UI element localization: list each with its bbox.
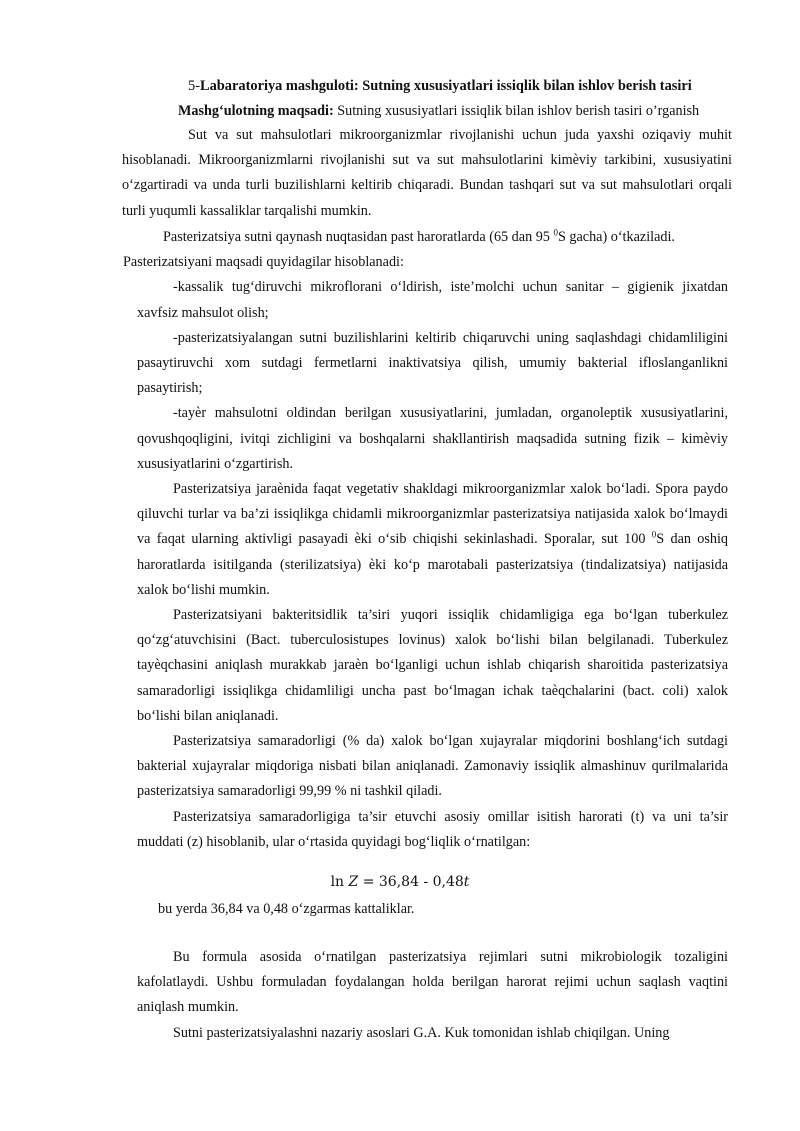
goal-item: -tayѐr mahsulotni oldindan berilgan xususiyatlarini, jumladan, organoleptik xususiyatlarini, qovushqoqligini, ivitqi zichligini va boshqalarni shakllantirish maqsadida sutning fizik – kimѐviy xususiyatlarini o‘zgartirish. (137, 405, 728, 472)
pasteurization-paragraph (127, 225, 728, 250)
formula (0, 870, 800, 895)
formula-ln: ln (330, 874, 349, 890)
closing-block (137, 945, 728, 1046)
lab-number: 5- (188, 78, 200, 94)
pasteurization-text-end: S gacha) o‘tkaziladi. (557, 229, 675, 245)
efficiency-paragraph: Pasterizatsiya samaradorligi (% da) xalok bo‘lgan xujayralar miqdorini boshlang‘ich sutdagi bakterial xujayralar miqdoriga nisbati bilan aniqlanadi. Zamonaviy issiqlik almashinuv qurilmalarida pasterizatsiya samaradorligi 99,99 % ni tashkil qiladi. (137, 733, 728, 800)
formula-z: Z (348, 874, 359, 890)
main-block (123, 225, 729, 855)
formula-rhs: = 36,84 - 0,48 (358, 874, 464, 890)
lesson-goal (178, 99, 699, 124)
spore-paragraph (137, 477, 728, 603)
spore-text: Pasterizatsiya jaraѐnida faqat vegetativ shakldagi mikroorganizmlar xalok bo‘ladi. Spora paydo qiluvchi turlar va ba’zi issiqlikga chidamli mikroorganizmlar pasterizatsiya natijasida xalok bo‘lmaydi va faqat ularning aktivligi pasayadi ѐki o‘sib chiqishi sekinlashadi. Sporalar, sut 100 (137, 481, 728, 548)
pasteurization-text: Pasterizatsiya sutni qaynash nuqtasidan past haroratlarda (65 dan 95 (163, 229, 554, 245)
degree-superscript: 0 (651, 529, 657, 540)
factors-paragraph: Pasterizatsiya samaradorligiga ta’sir etuvchi asosiy omillar isitish harorati (t) va uni ta’sir muddati (z) hisoblanib, ular o‘rtasida quyidagi bog‘liqlik o‘rnatilgan: (137, 808, 728, 850)
pasteurization-goals-intro: Pasterizatsiyani maqsadi quyidagilar hisoblanadi: (123, 254, 404, 271)
page-title (188, 74, 748, 99)
goal-label: Mashg‘ulotning maqsadi: (178, 103, 334, 119)
degree-superscript: 0 (553, 227, 558, 238)
goal-text: Sutning xususiyatlari issiqlik bilan ishlov berish tasiri o’rganish (333, 103, 700, 119)
goal-item: -pasterizatsiyalangan sutni buzilishlarini keltirib chiqaruvchi uning saqlashdagi chidamliligini pasaytiruvchi xom sutdagi fermetlarni inaktivatsiya qilish, umumiy bakterial ifloslanganlikni pasaytirish; (137, 329, 728, 397)
formula-use-paragraph: Bu formula asosida o‘rnatilgan pasterizatsiya rejimlari sutni mikrobiologik tozaligini kafolatlaydi. Ushbu formuladan foydalangan holda berilgan harorat rejimi uchun saqlash vaqtini aniqlash mumkin. (137, 949, 728, 1016)
intro-paragraph: Sut va sut mahsulotlari mikroorganizmlar rivojlanishi uchun juda yaxshi oziqaviy muhit hisoblanadi. Mikroorganizmlarni rivojlanishi sut va sut mahsulotlarini kimѐviy tarkibini, xususiyatini o‘zgartiradi va unda turli buzilishlarni keltirib chiqaradi. Bundan tashqari sut va sut mahsulotlari orqali turli yuqumli kassaliklar tarqalishi mumkin. (122, 127, 732, 219)
formula-note: bu yerda 36,84 va 0,48 o‘zgarmas kattaliklar. (158, 901, 415, 917)
intro-block (122, 123, 732, 224)
theory-paragraph: Sutni pasterizatsiyalashni nazariy asoslari G.A. Kuk tomonidan ishlab chiqilgan. Uning (173, 1024, 670, 1041)
formula-t: t (463, 874, 470, 890)
tuberculosis-paragraph: Pasterizatsiyani bakteritsidlik ta’siri yuqori issiqlik chidamligiga ega bo‘lgan tuberkulez qo‘zg‘atuvchisini (Bact. tuberculosistupes lovinus) xalok bo‘lishi bilan belgilanadi. Tuberkulez tayѐqchasini aniqlash murakkab jaraѐn bo‘lganligi uchun ishlab chiqarish sharoitida pasterizatsiya samaradorligi issiqlikga chidamliligi uncha past bo‘lmagan ichak taѐqchalarini (bact. coli) xalok bo‘lishi bilan aniqlanadi. (137, 607, 728, 724)
spore-text-end: S dan oshiq haroratlarda isitilganda (sterilizatsiya) ѐki ko‘p marotabali pasterizatsiya (tindalizatsiya) natijasida xalok bo‘lishi mumkin. (137, 531, 729, 598)
goal-item: -kassalik tug‘diruvchi mikroflorani o‘ldirish, iste’molchi uchun sanitar – gigienik jixatdan xavfsiz mahsulot olish; (137, 279, 728, 321)
lab-title: Labaratoriya mashguloti: Sutning xususiyatlari issiqlik bilan ishlov berish tasiri (200, 78, 692, 94)
